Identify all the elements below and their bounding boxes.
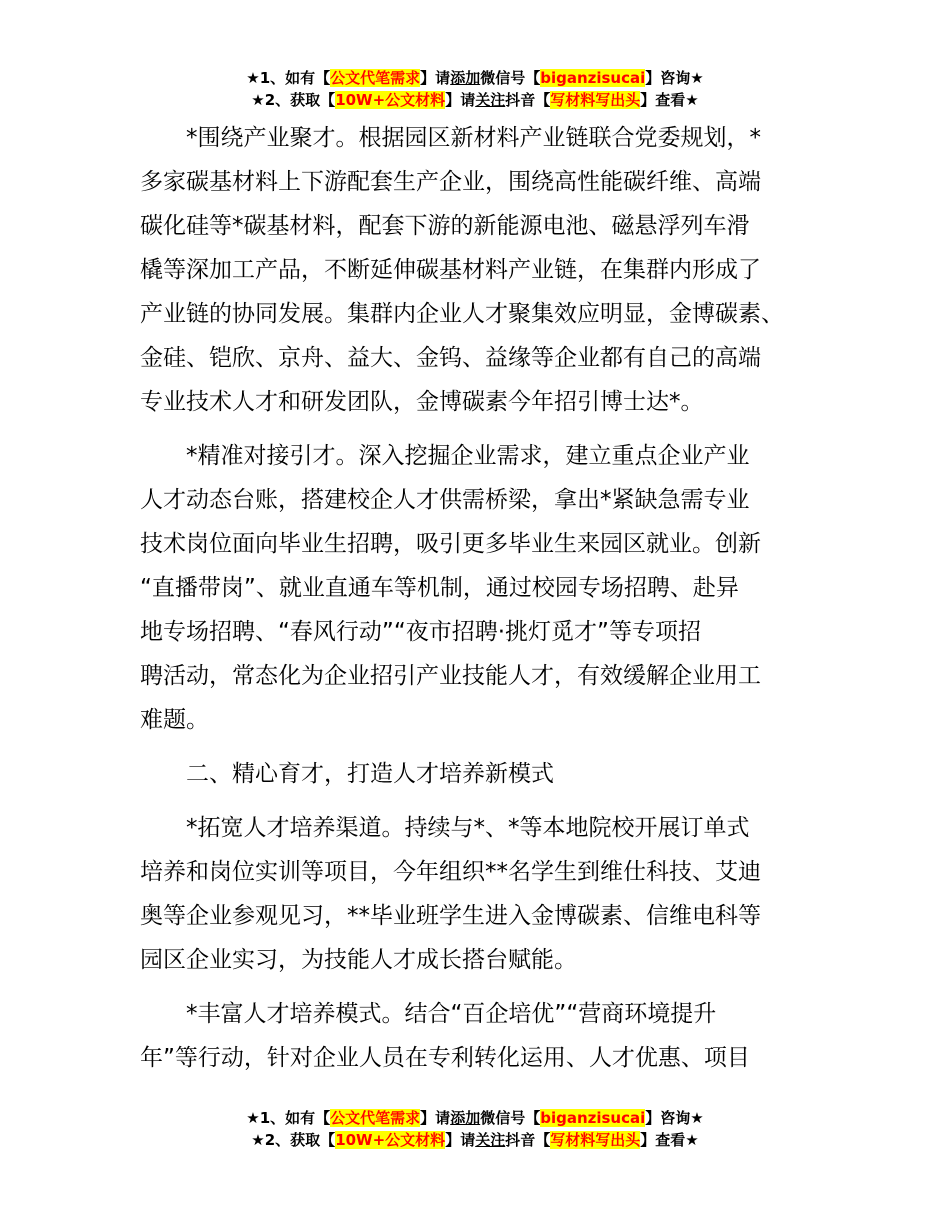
text-line: 专业技术人才和研发团队，金博碳素今年招引博士达*。 [140, 389, 704, 415]
footer-banner [0, 1107, 950, 1151]
highlight-text: 10W+公文材料 [335, 91, 446, 109]
douyin-id-highlight: 写材料写出头 [550, 91, 641, 109]
text-line: 金硅、铠欣、京舟、益大、金钨、益缘等企业都有自己的高端 [140, 345, 761, 371]
banner-line-2 [0, 89, 950, 111]
highlight-text: 公文代笔需求 [330, 1109, 421, 1127]
banner-text: 】请 [420, 1109, 451, 1127]
underlined-text: 添加 [450, 1109, 481, 1127]
paragraph-training-channels [140, 806, 830, 982]
banner-text: ★2、获取【 [251, 1131, 336, 1149]
banner-text: 】请 [420, 69, 451, 87]
banner-text: ★1、如有【 [246, 69, 331, 87]
text-line: 培养和岗位实训等项目，今年组织**名学生到维仕科技、艾迪 [140, 859, 761, 885]
underlined-text: 关注 [475, 91, 506, 109]
banner-line-2 [0, 1129, 950, 1151]
banner-text: 】请 [445, 1131, 476, 1149]
header-banner [0, 67, 950, 111]
banner-text: 】咨询★ [645, 1109, 704, 1127]
text-line: *围绕产业聚才。根据园区新材料产业链联合党委规划，* [186, 125, 761, 151]
text-line: 奥等企业参观见习，**毕业班学生进入金博碳素、信维电科等 [140, 903, 761, 929]
text-line: 人才动态台账，搭建校企人才供需桥梁，拿出*紧缺急需专业 [140, 487, 750, 513]
heading-text: 二、精心育才，打造人才培养新模式 [186, 761, 554, 787]
text-line: 园区企业实习，为技能人才成长搭台赋能。 [140, 947, 577, 973]
paragraph-precise-recruitment [140, 434, 830, 742]
banner-text: 】咨询★ [645, 69, 704, 87]
banner-text: 微信号【 [480, 1109, 541, 1127]
text-line: 聘活动，常态化为企业招引产业技能人才，有效缓解企业用工 [140, 663, 761, 689]
banner-text: 】查看★ [640, 1131, 699, 1149]
banner-text: 】请 [445, 91, 476, 109]
banner-text: ★2、获取【 [251, 91, 336, 109]
paragraph-training-models [140, 992, 830, 1080]
banner-text: 抖音【 [505, 1131, 551, 1149]
text-line: 年”等行动，针对企业人员在专利转化运用、人才优惠、项目 [140, 1045, 750, 1071]
text-line: 技术岗位面向毕业生招聘，吸引更多毕业生来园区就业。创新 [140, 531, 761, 557]
wechat-id-highlight: biganzisucai [540, 1109, 646, 1127]
text-line: *丰富人才培养模式。结合“百企培优”“营商环境提升 [186, 1001, 717, 1027]
text-line: “直播带岗”、就业直通车等机制，通过校园专场招聘、赴异 [140, 575, 739, 601]
banner-text: 微信号【 [480, 69, 541, 87]
paragraph-talent-gathering [140, 116, 830, 424]
highlight-text: 10W+公文材料 [335, 1131, 446, 1149]
banner-text: 】查看★ [640, 91, 699, 109]
text-line: *拓宽人才培养渠道。持续与*、*等本地院校开展订单式 [186, 815, 750, 841]
text-line: *精准对接引才。深入挖掘企业需求，建立重点企业产业 [186, 443, 750, 469]
text-line: 产业链的协同发展。集群内企业人才聚集效应明显，金博碳素、 [140, 301, 784, 327]
section-heading [140, 752, 830, 796]
text-line: 碳化硅等*碳基材料，配套下游的新能源电池、磁悬浮列车滑 [140, 213, 750, 239]
underlined-text: 关注 [475, 1131, 506, 1149]
wechat-id-highlight: biganzisucai [540, 69, 646, 87]
highlight-text: 公文代笔需求 [330, 69, 421, 87]
banner-line-1 [0, 67, 950, 89]
banner-text: ★1、如有【 [246, 1109, 331, 1127]
text-line: 地专场招聘、“春风行动”“夜市招聘·挑灯觅才”等专项招 [140, 619, 701, 645]
text-line: 橇等深加工产品，不断延伸碳基材料产业链，在集群内形成了 [140, 257, 761, 283]
banner-line-1 [0, 1107, 950, 1129]
douyin-id-highlight: 写材料写出头 [550, 1131, 641, 1149]
text-line: 难题。 [140, 707, 209, 733]
text-line: 多家碳基材料上下游配套生产企业，围绕高性能碳纤维、高端 [140, 169, 761, 195]
document-body [140, 116, 830, 1080]
banner-text: 抖音【 [505, 91, 551, 109]
underlined-text: 添加 [450, 69, 481, 87]
